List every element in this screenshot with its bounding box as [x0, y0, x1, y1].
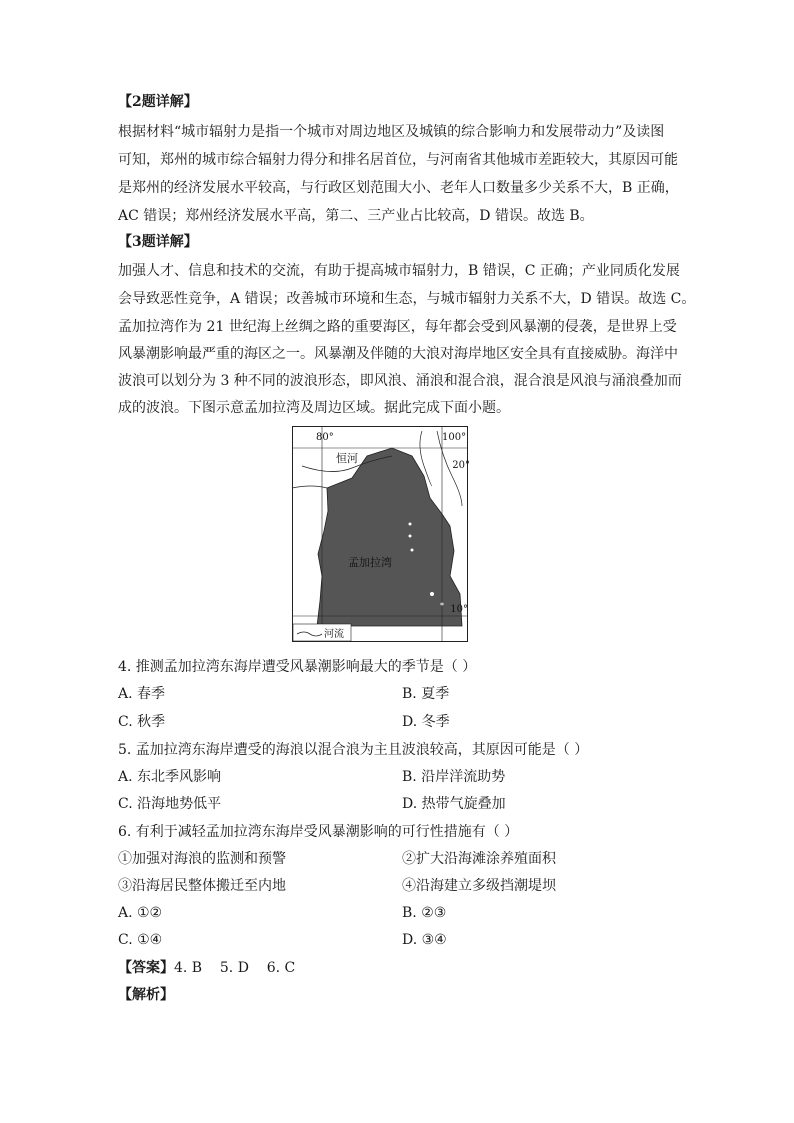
section2-line-2: 可知，郑州的城市综合辐射力得分和排名居首位，与河南省其他城市差距较大，其原因可能 — [118, 152, 678, 168]
section2-line-1: 根据材料“城市辐射力是指一个城市对周边地区及城镇的综合影响力和发展带动力”及读图 — [118, 124, 665, 140]
q6-item-2: ②扩大沿海滩涂养殖面积 — [402, 851, 556, 867]
q4-option-b: B. 夏季 — [402, 686, 450, 702]
q6-option-b: B. ②③ — [402, 905, 447, 921]
section2-line-4: AC 错误；郑州经济发展水平高，第二、三产业占比较高，D 错误。故选 B。 — [118, 208, 594, 224]
section3-line-2: 会导致恶性竞争，A 错误；改善城市环境和生态，与城市辐射力关系不大，D 错误。故选 C。 — [118, 291, 696, 307]
lat-bottom-label: 10° — [450, 604, 468, 615]
q6-item-1: ①加强对海浪的监测和预警 — [118, 851, 286, 867]
analysis-heading: 【解析】 — [118, 987, 174, 1003]
q4-stem: 4. 推测孟加拉湾东海岸遭受风暴潮影响最大的季节是（ ） — [118, 659, 477, 675]
q5-option-d: D. 热带气旋叠加 — [402, 796, 506, 812]
intro-line-2: 风暴潮影响最严重的海区之一。风暴潮及伴随的大浪对海岸地区安全具有直接威胁。海洋中 — [118, 346, 678, 362]
q6-item-4: ④沿海建立多级挡潮堤坝 — [402, 878, 556, 894]
section2-line-3: 是郑州的经济发展水平较高，与行政区划范围大小、老年人口数量多少关系不大，B 正确， — [118, 180, 679, 196]
q5-stem: 5. 孟加拉湾东海岸遭受的海浪以混合浪为主且波浪较高，其原因可能是（ ） — [118, 742, 589, 758]
section2-heading: 【2题详解】 — [118, 94, 198, 110]
island-3 — [411, 549, 414, 552]
q6-item-3: ③沿海居民整体搬迁至内地 — [118, 878, 286, 894]
lat-top-label: 20° — [452, 460, 470, 471]
bay-name-label: 孟加拉湾 — [348, 556, 392, 569]
legend-label: 河流 — [324, 629, 344, 640]
intro-line-1: 孟加拉湾作为 21 世纪海上丝绸之路的重要海区，每年都会受到风暴潮的侵袭，是世界上受 — [118, 319, 677, 335]
lon-left-label: 80° — [316, 432, 334, 443]
island-2 — [409, 535, 412, 538]
answer-text: 4. B 5. D 6. C — [174, 960, 296, 976]
island-4 — [430, 592, 434, 596]
q4-option-a: A. 春季 — [118, 686, 166, 702]
q6-option-a: A. ①② — [118, 905, 163, 921]
q6-stem: 6. 有利于减轻孟加拉湾东海岸受风暴潮影响的可行性措施有（ ） — [118, 824, 519, 840]
intro-line-4: 成的波浪。下图示意孟加拉湾及周边区域。据此完成下面小题。 — [118, 400, 510, 416]
answer-label: 【答案】 — [118, 960, 174, 976]
q6-option-d: D. ③④ — [402, 932, 447, 948]
section3-heading: 【3题详解】 — [118, 234, 198, 250]
river-name-label: 恒河 — [336, 452, 358, 465]
island-1 — [409, 523, 412, 526]
q5-option-b: B. 沿岸洋流助势 — [402, 769, 506, 785]
bay-of-bengal-map — [292, 426, 468, 642]
q6-option-c: C. ①④ — [118, 932, 163, 948]
intro-line-3: 波浪可以划分为 3 种不同的波浪形态，即风浪、涌浪和混合浪，混合浪是风浪与涌浪叠加而 — [118, 373, 682, 389]
answer-line — [118, 958, 295, 978]
q4-option-c: C. 秋季 — [118, 714, 166, 730]
q5-option-a: A. 东北季风影响 — [118, 769, 222, 785]
q5-option-c: C. 沿海地势低平 — [118, 796, 222, 812]
lon-right-label: 100° — [442, 432, 467, 443]
q4-option-d: D. 冬季 — [402, 714, 450, 730]
section3-line-1: 加强人才、信息和技术的交流，有助于提高城市辐射力，B 错误，C 正确；产业同质化发展 — [118, 263, 680, 279]
